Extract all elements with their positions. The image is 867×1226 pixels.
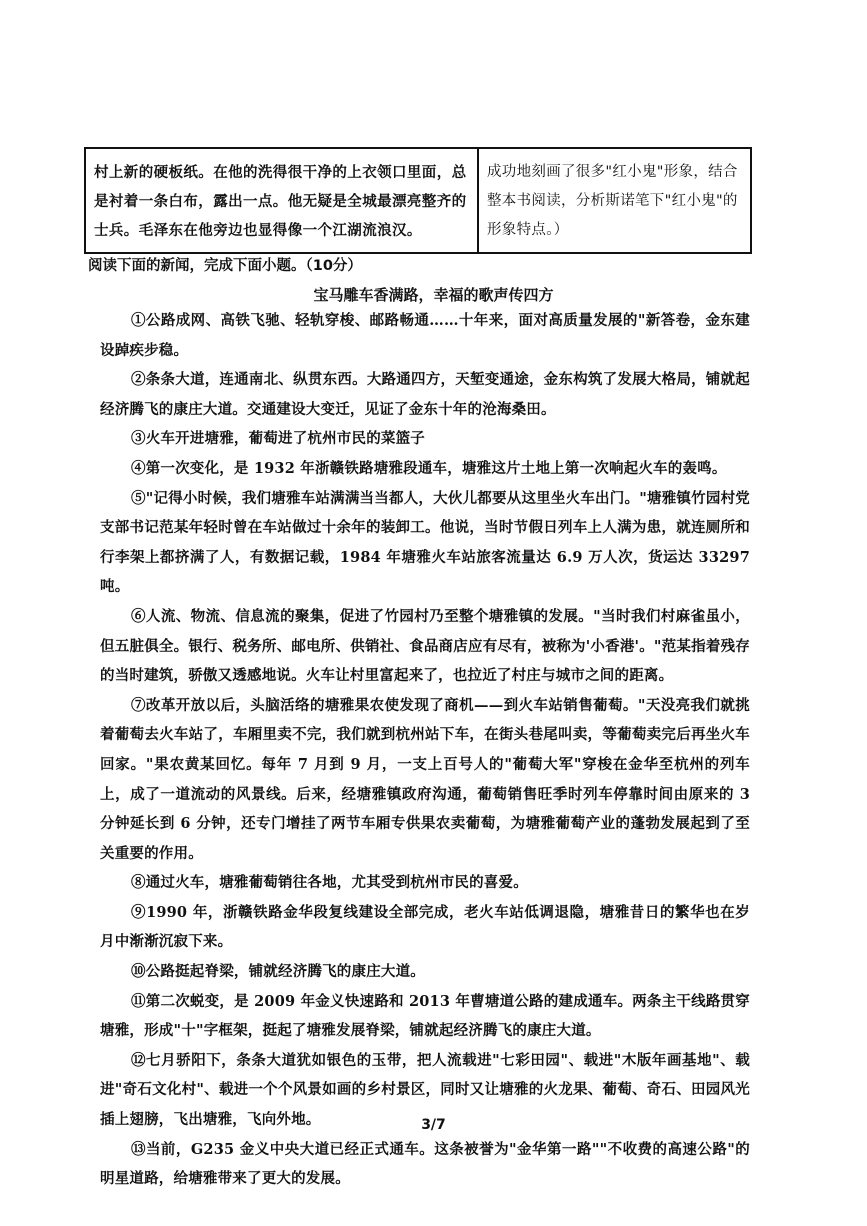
paragraph-3: ③火车开进塘雅，葡萄进了杭州市民的菜篮子 <box>131 430 425 448</box>
question-table <box>84 147 752 254</box>
paragraph-2: ②条条大道，连通南北、纵贯东西。大路通四方，天堑变通途，金东构筑了发展大格局，铺就起经济腾飞的康庄大道。交通建设大变迁，见证了金东十年的沧海桑田。 <box>100 371 750 418</box>
paragraph-12: ⑫七月骄阳下，条条大道犹如银色的玉带，把人流载进"七彩田园"、载进"木版年画基地"、载进"奇石文化村"、载进一个个风景如画的乡村景区，同时又让塘雅的火龙果、葡萄、奇石、田园风光插上翅膀，飞出塘雅，飞向外地。 <box>100 1051 750 1129</box>
paragraph-13: ⑬当前，G235 金义中央大道已经正式通车。这条被誉为"金华第一路""不收费的高速公路"的明星道路，给塘雅带来了更大的发展。 <box>100 1140 750 1188</box>
paragraph-1: ①公路成网、高铁飞驰、轻轨穿梭、邮路畅通……十年来，面对高质量发展的"新答卷，金东建设踔疾步稳。 <box>100 312 750 359</box>
table-cell-question: 成功地刻画了很多"红小鬼"形象，结合整本书阅读，分析斯诺笔下"红小鬼"的形象特点。） <box>487 164 738 238</box>
paragraph-4: ④第一次变化，是 1932 年浙赣铁路塘雅段通车，塘雅这片土地上第一次响起火车的轰鸣。 <box>131 459 727 477</box>
paragraph-5: ⑤"记得小时候，我们塘雅车站满满当当都人，大伙儿都要从这里坐火车出门。"塘雅镇竹园村党支部书记范某年轻时曾在车站做过十余年的装卸工。他说，当时节假日列车上人满为患，就连厕所和行李架上都挤满了人，有数据记载，1984 年塘雅火车站旅客流量达 6.9 万人次，货运达 33297 吨。 <box>100 489 750 596</box>
paragraph-8: ⑧通过火车，塘雅葡萄销往各地，尤其受到杭州市民的喜爱。 <box>131 874 528 892</box>
article-title: 宝马雕车香满路，幸福的歌声传四方 <box>313 286 554 304</box>
reading-instruction: 阅读下面的新闻，完成下面小题。（10分） <box>88 258 362 274</box>
page-number: 3/7 <box>421 1117 446 1133</box>
paragraph-9: ⑨1990 年，浙赣铁路金华段复线建设全部完成，老火车站低调退隐，塘雅昔日的繁华也在岁月中渐渐沉寂下来。 <box>100 903 750 951</box>
paragraph-11: ⑪第二次蜕变，是 2009 年金义快速路和 2013 年曹塘道公路的建成通车。两条主干线路贯穿塘雅，形成"十"字框架，挺起了塘雅发展脊梁，铺就起经济腾飞的康庄大道。 <box>100 992 750 1040</box>
paragraph-7: ⑦改革开放以后，头脑活络的塘雅果农使发现了商机——到火车站销售葡萄。"天没亮我们就挑着葡萄去火车站了，车厢里卖不完，我们就到杭州站下车，在街头巷尾叫卖，等葡萄卖完后再坐火车回家。"果农黄某回忆。每年 7 月到 9 月，一支上百号人的"葡萄大军"穿梭在金华至杭州的列车上，成了一道流动的风景线。后来，经塘雅镇政府沟通，葡萄销售旺季时列车停靠时间由原来的 3 分钟延长到 6 分钟，还专门增挂了两节车厢专供果农卖葡萄，为塘雅葡萄产业的蓬勃发展起到了至关重要的作用。 <box>100 696 750 862</box>
article-body <box>100 306 750 1194</box>
paragraph-10: ⑩公路挺起脊梁，铺就经济腾飞的康庄大道。 <box>131 963 425 981</box>
paragraph-6: ⑥人流、物流、信息流的聚集，促进了竹园村乃至整个塘雅镇的发展。"当时我们村麻雀虽小，但五脏俱全。银行、税务所、邮电所、供销社、食品商店应有尽有，被称为'小香港'。"范某指着残存的当时建筑，骄傲又透感地说。火车让村里富起来了，也拉近了村庄与城市之间的距离。 <box>100 607 750 685</box>
table-cell-excerpt: 村上新的硬板纸。在他的洗得很干净的上衣领口里面，总是衬着一条白布，露出一点。他无疑是全城最漂亮整齐的士兵。毛泽东在他旁边也显得像一个江湖流浪汉。 <box>86 149 479 252</box>
